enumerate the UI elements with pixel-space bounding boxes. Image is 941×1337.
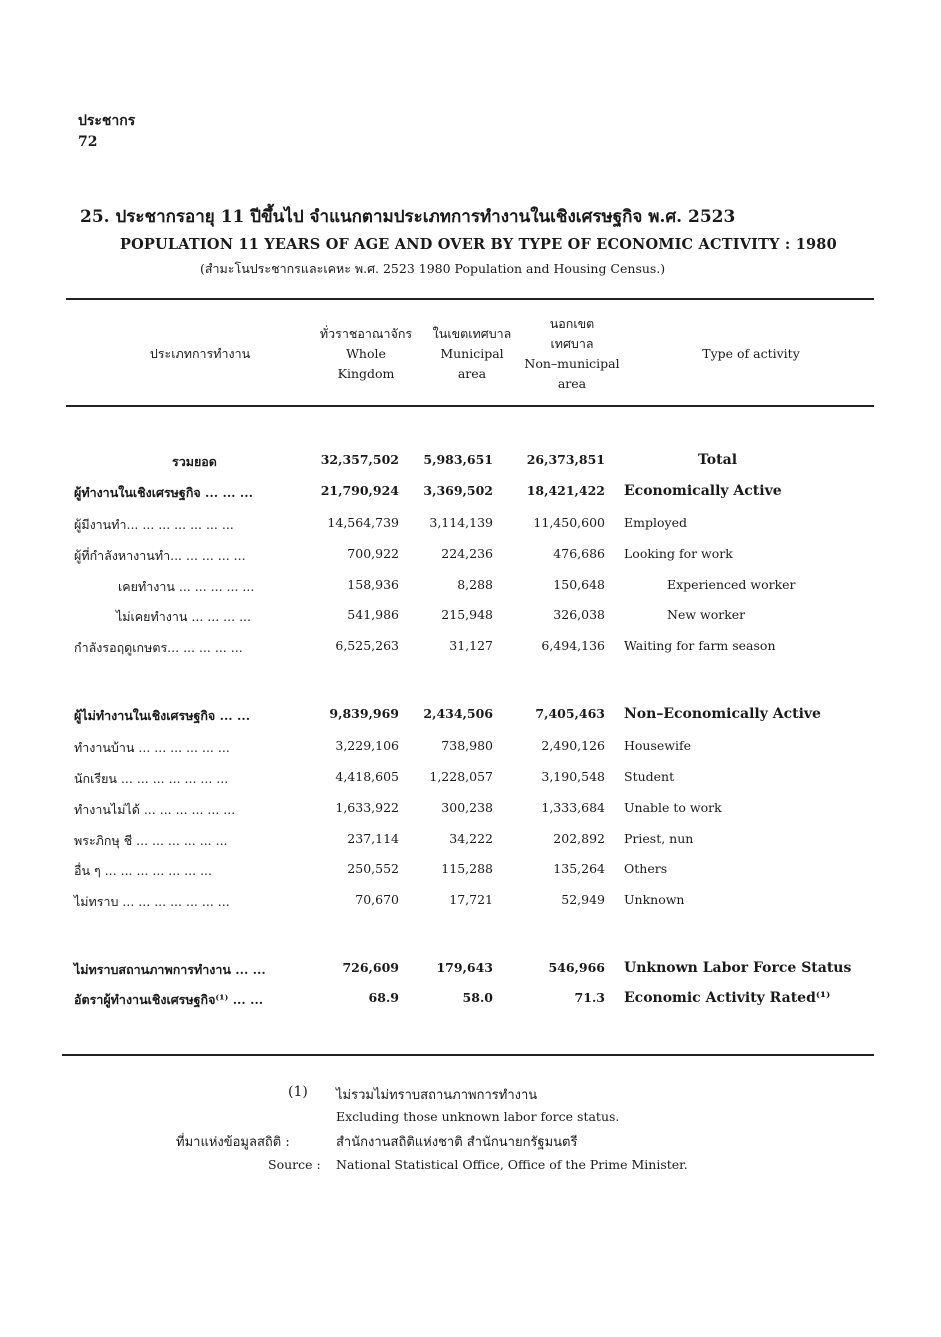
col-header-nonmuni-th-2: เทศบาล (550, 336, 594, 351)
col-header-nonmuni-th-1: นอกเขต (549, 316, 595, 331)
row-label-en: New worker (667, 607, 746, 622)
row-label-en: Priest, nun (624, 831, 694, 846)
cell-municipal: 224,236 (441, 546, 493, 561)
cell-non-municipal: 7,405,463 (535, 706, 605, 721)
cell-non-municipal: 52,949 (561, 892, 605, 907)
row-label-en: Unknown Labor Force Status (624, 960, 852, 976)
footnote-marker: (1) (288, 1084, 308, 1100)
source-text-th: สำนักงานสถิติแห่งชาติ สำนักนายกรัฐมนตรี (336, 1135, 578, 1150)
cell-whole-kingdom: 726,609 (342, 960, 399, 975)
cell-municipal: 3,369,502 (423, 483, 493, 498)
row-label-en: Student (624, 769, 675, 784)
cell-whole-kingdom: 250,552 (347, 861, 399, 876)
table-row (0, 831, 941, 855)
row-label-en: Experienced worker (667, 577, 796, 592)
bottom-rule (62, 1054, 874, 1056)
table-title-thai: 25. ประชากรอายุ 11 ปีขึ้นไป จำแนกตามประเภทการทำงานในเชิงเศรษฐกิจ พ.ศ. 2523 (80, 207, 736, 227)
cell-whole-kingdom: 68.9 (368, 990, 399, 1005)
table-subtitle: (สำมะโนประชากรและเคหะ พ.ศ. 2523 1980 Population and Housing Census.) (200, 261, 666, 276)
cell-non-municipal: 71.3 (574, 990, 605, 1005)
table-row (0, 452, 941, 476)
page-number: 72 (78, 134, 98, 150)
row-label-en: Total (698, 452, 738, 468)
source-label-en: Source : (268, 1157, 321, 1172)
section-name: ประชากร (78, 113, 136, 129)
table-row (0, 577, 941, 601)
cell-municipal: 5,983,651 (423, 452, 493, 467)
cell-whole-kingdom: 70,670 (355, 892, 399, 907)
cell-non-municipal: 135,264 (553, 861, 605, 876)
table-row (0, 483, 941, 507)
cell-non-municipal: 18,421,422 (526, 483, 605, 498)
table-row (0, 892, 941, 916)
cell-non-municipal: 6,494,136 (541, 638, 605, 653)
cell-whole-kingdom: 32,357,502 (320, 452, 399, 467)
cell-municipal: 31,127 (449, 638, 493, 653)
row-label-th: นักเรียน ... ... ... ... ... ... ... (74, 771, 229, 786)
row-label-en: Unknown (624, 892, 685, 907)
cell-municipal: 58.0 (462, 990, 493, 1005)
cell-whole-kingdom: 9,839,969 (329, 706, 399, 721)
col-header-nonmuni-en-2: area (557, 376, 587, 391)
cell-whole-kingdom: 3,229,106 (335, 738, 399, 753)
cell-municipal: 2,434,506 (423, 706, 493, 721)
top-rule (66, 298, 874, 300)
cell-municipal: 1,228,057 (429, 769, 493, 784)
row-label-en: Others (624, 861, 668, 876)
row-label-th: อื่น ๆ ... ... ... ... ... ... ... (74, 863, 212, 878)
row-label-en: Economic Activity Rated⁽¹⁾ (624, 990, 831, 1006)
row-label-th: ไม่ทราบ ... ... ... ... ... ... ... (74, 894, 230, 909)
header-rule (66, 405, 874, 407)
cell-municipal: 34,222 (449, 831, 493, 846)
table-row (0, 738, 941, 762)
cell-municipal: 215,948 (441, 607, 493, 622)
row-label-th: ไม่เคยทำงาน ... ... ... ... (116, 609, 251, 624)
cell-whole-kingdom: 1,633,922 (335, 800, 399, 815)
cell-municipal: 8,288 (457, 577, 493, 592)
table-title-english: POPULATION 11 YEARS OF AGE AND OVER BY TYPE OF ECONOMIC ACTIVITY : 1980 (120, 236, 837, 253)
table-row (0, 861, 941, 885)
row-label-en: Non–Economically Active (624, 706, 821, 722)
source-label-th: ที่มาแห่งข้อมูลสถิติ : (176, 1135, 290, 1150)
col-header-whole-th: ทั่วราชอาณาจักร (319, 326, 413, 341)
cell-non-municipal: 476,686 (553, 546, 605, 561)
cell-municipal: 115,288 (441, 861, 493, 876)
row-label-th: ผู้มีงานทำ... ... ... ... ... ... ... (74, 517, 234, 532)
cell-whole-kingdom: 21,790,924 (320, 483, 399, 498)
table-row (0, 800, 941, 824)
row-label-th: อัตราผู้ทำงานเชิงเศรษฐกิจ⁽¹⁾ ... ... (74, 992, 264, 1007)
cell-whole-kingdom: 6,525,263 (335, 638, 399, 653)
col-header-muni-th: ในเขตเทศบาล (432, 326, 512, 341)
table-row (0, 769, 941, 793)
row-label-en: Looking for work (624, 546, 733, 561)
cell-non-municipal: 326,038 (553, 607, 605, 622)
row-label-th: ทำงานบ้าน ... ... ... ... ... ... (74, 740, 230, 755)
table-row (0, 515, 941, 539)
row-label-th: ผู้ไม่ทำงานในเชิงเศรษฐกิจ ... ... (74, 708, 251, 723)
cell-municipal: 3,114,139 (429, 515, 493, 530)
table-row (0, 546, 941, 570)
table-row (0, 960, 941, 984)
source-text-en: National Statistical Office, Office of the Prime Minister. (336, 1157, 688, 1172)
col-header-muni-en-2: area (457, 366, 487, 381)
table-row (0, 638, 941, 662)
col-header-muni-en-1: Municipal (440, 346, 504, 361)
row-label-th: ผู้ที่กำลังหางานทำ... ... ... ... ... (74, 548, 246, 563)
cell-municipal: 17,721 (449, 892, 493, 907)
row-label-en: Housewife (624, 738, 692, 753)
cell-whole-kingdom: 237,114 (347, 831, 399, 846)
col-header-type-th: ประเภทการทำงาน (149, 346, 251, 361)
cell-non-municipal: 1,333,684 (541, 800, 605, 815)
cell-whole-kingdom: 158,936 (347, 577, 399, 592)
row-label-en: Waiting for farm season (624, 638, 776, 653)
cell-municipal: 738,980 (441, 738, 493, 753)
cell-non-municipal: 3,190,548 (541, 769, 605, 784)
footnote-text-en: Excluding those unknown labor force status. (336, 1109, 620, 1124)
cell-non-municipal: 11,450,600 (533, 515, 605, 530)
footnote-text-th: ไม่รวมไม่ทราบสถานภาพการทำงาน (336, 1088, 538, 1103)
row-label-th: ผู้ทำงานในเชิงเศรษฐกิจ ... ... ... (74, 485, 253, 500)
row-label-th: ทำงานไม่ได้ ... ... ... ... ... ... (74, 802, 236, 817)
cell-whole-kingdom: 14,564,739 (327, 515, 399, 530)
col-header-whole-en-1: Whole (346, 346, 386, 361)
table-row (0, 990, 941, 1014)
row-label-en: Unable to work (624, 800, 722, 815)
cell-whole-kingdom: 4,418,605 (335, 769, 399, 784)
col-header-nonmuni-en-1: Non–municipal (524, 356, 620, 371)
cell-non-municipal: 150,648 (553, 577, 605, 592)
row-label-en: Employed (624, 515, 687, 530)
cell-non-municipal: 26,373,851 (526, 452, 605, 467)
cell-municipal: 179,643 (436, 960, 493, 975)
row-label-th: รวมยอด (172, 454, 217, 469)
row-label-th: กำลังรอฤดูเกษตร... ... ... ... ... (74, 640, 243, 655)
cell-non-municipal: 202,892 (553, 831, 605, 846)
row-label-th: พระภิกษุ ชี ... ... ... ... ... ... (74, 833, 228, 848)
row-label-en: Economically Active (624, 483, 782, 499)
row-label-th: เคยทำงาน ... ... ... ... ... (118, 579, 255, 594)
col-header-whole-en-2: Kingdom (337, 366, 395, 381)
cell-non-municipal: 2,490,126 (541, 738, 605, 753)
col-header-nonmunicipal (510, 314, 634, 394)
cell-whole-kingdom: 700,922 (347, 546, 399, 561)
row-label-th: ไม่ทราบสถานภาพการทำงาน ... ... (74, 962, 266, 977)
table-row (0, 706, 941, 730)
table-row (0, 607, 941, 631)
cell-municipal: 300,238 (441, 800, 493, 815)
col-header-type-en: Type of activity (702, 346, 800, 361)
cell-non-municipal: 546,966 (548, 960, 605, 975)
cell-whole-kingdom: 541,986 (347, 607, 399, 622)
